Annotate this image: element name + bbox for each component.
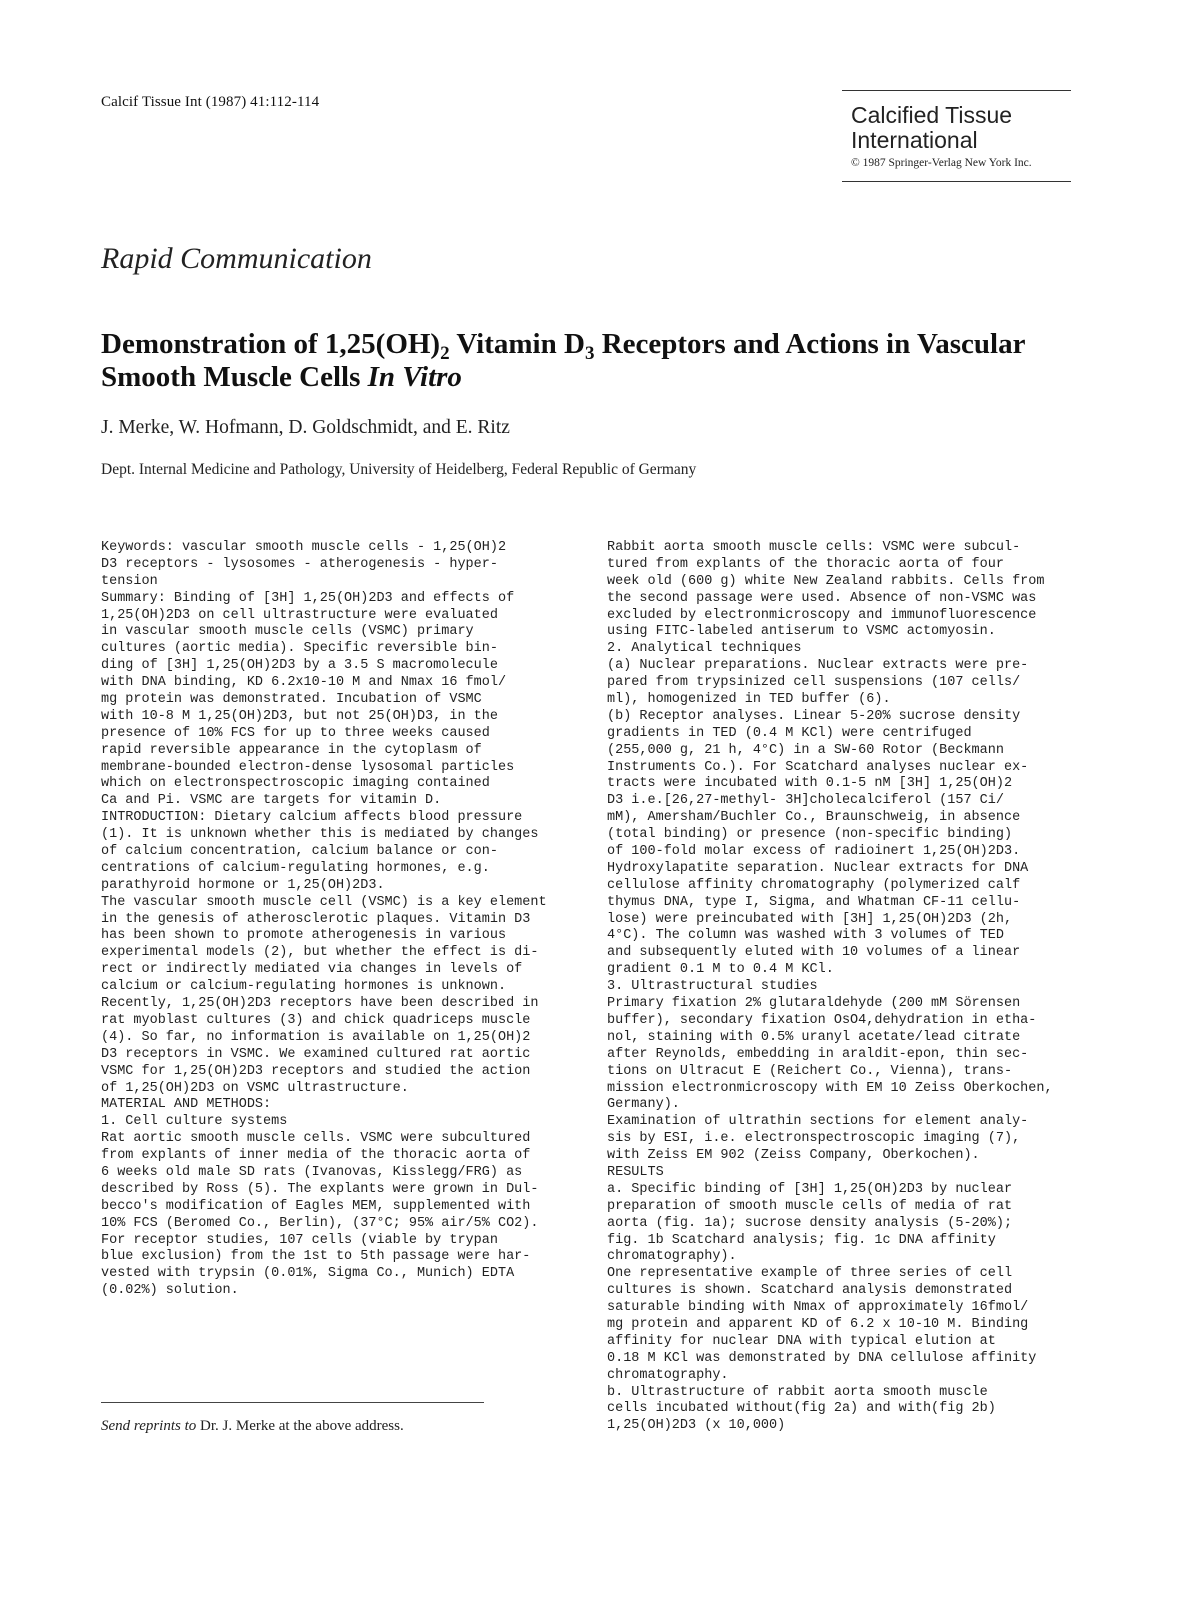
left-column-line: VSMC for 1,25(OH)2D3 receptors and studied the action <box>101 1063 531 1079</box>
left-column-line: Recently, 1,25(OH)2D3 receptors have been described in <box>101 996 539 1012</box>
right-column-line: lose) were preincubated with [3H] 1,25(OH)2D3 (2h, <box>607 911 1013 927</box>
left-column-line: membrane-bounded electron-dense lysosomal particles <box>101 759 515 775</box>
right-column-line: Primary fixation 2% glutaraldehyde (200 mM Sörensen <box>607 996 1021 1012</box>
title-part2: Vitamin D <box>449 328 585 360</box>
left-column-line: Keywords: vascular smooth muscle cells - 1,25(OH)2 <box>101 540 507 555</box>
right-column-line: mg protein and apparent KD of 6.2 x 10-10 M. Binding <box>607 1316 1029 1332</box>
left-column-line: centrations of calcium-regulating hormones, e.g. <box>101 860 490 876</box>
left-column-line: from explants of inner media of the thoracic aorta of <box>101 1148 531 1164</box>
left-column-line: of calcium concentration, calcium balance or con- <box>101 844 498 860</box>
right-column-line: cultures is shown. Scatchard analysis demonstrated <box>607 1283 1013 1299</box>
title-line2: Smooth Muscle Cells <box>101 361 368 393</box>
left-column-line: which on electronspectroscopic imaging contained <box>101 776 490 792</box>
right-column-line: with Zeiss EM 902 (Zeiss Company, Oberkochen). <box>607 1148 980 1164</box>
right-column-line: fig. 1b Scatchard analysis; fig. 1c DNA affinity <box>607 1232 996 1248</box>
left-column-line: (4). So far, no information is available on 1,25(OH)2 <box>101 1029 531 1045</box>
right-column-line: D3 i.e.[26,27-methyl- 3H]cholecalciferol (157 Ci/ <box>607 793 1004 809</box>
left-column-line: Ca and Pi. VSMC are targets for vitamin D. <box>101 793 442 809</box>
article-type-label: Rapid Communication <box>101 242 372 275</box>
left-column-line: described by Ross (5). The explants were grown in Dul- <box>101 1181 539 1197</box>
right-column-line: tracts were incubated with 0.1-5 nM [3H] 1,25(OH)2 <box>607 776 1013 792</box>
right-column-line: cells incubated without(fig 2a) and with(fig 2b) <box>607 1401 996 1417</box>
left-column-line: Summary: Binding of [3H] 1,25(OH)2D3 and effects of <box>101 590 515 606</box>
right-column-line: preparation of smooth muscle cells of media of rat <box>607 1198 1013 1214</box>
right-column-line: using FITC-labeled antiserum to VSMC actomyosin. <box>607 624 996 640</box>
right-column-line: Rabbit aorta smooth muscle cells: VSMC were subcul- <box>607 540 1021 555</box>
left-column-line: D3 receptors - lysosomes - atherogenesis - hyper- <box>101 556 498 572</box>
copyright-notice: © 1987 Springer-Verlag New York Inc. <box>851 157 1032 169</box>
journal-title-line1: Calcified Tissue <box>851 102 1013 128</box>
right-column-line: 2. Analytical techniques <box>607 641 802 657</box>
right-column-line: the second passage were used. Absence of non-VSMC was <box>607 590 1037 606</box>
right-column-line: after Reynolds, embedding in araldit-epon, thin sec- <box>607 1046 1029 1062</box>
left-column-line: with DNA binding, KD 6.2x10-10 M and Nmax 16 fmol/ <box>101 675 507 691</box>
right-column-line: (a) Nuclear preparations. Nuclear extracts were pre- <box>607 658 1029 674</box>
right-column-line: Instruments Co.). For Scatchard analyses nuclear ex- <box>607 759 1029 775</box>
right-column-line: buffer), secondary fixation OsO4,dehydration in etha- <box>607 1012 1037 1028</box>
left-column-line: in the genesis of atherosclerotic plaques. Vitamin D3 <box>101 911 531 927</box>
author-list: J. Merke, W. Hofmann, D. Goldschmidt, and E. Ritz <box>101 417 510 438</box>
right-column-line: mM), Amersham/Buchler Co., Braunschweig, in absence <box>607 810 1021 826</box>
right-column-line: cellulose affinity chromatography (polymerized calf <box>607 877 1021 893</box>
right-column-line: 1,25(OH)2D3 (x 10,000) <box>607 1418 786 1434</box>
right-column-line: pared from trypsinized cell suspensions (107 cells/ <box>607 675 1021 691</box>
left-column-line: Rat aortic smooth muscle cells. VSMC were subcultured <box>101 1131 531 1147</box>
right-column-line: and subsequently eluted with 10 volumes of a linear <box>607 945 1021 961</box>
left-column-line: vested with trypsin (0.01%, Sigma Co., Munich) EDTA <box>101 1266 515 1282</box>
journal-citation: Calcif Tissue Int (1987) 41:112-114 <box>101 94 320 110</box>
left-column-line: of 1,25(OH)2D3 on VSMC ultrastructure. <box>101 1080 409 1096</box>
right-column-line: Hydroxylapatite separation. Nuclear extracts for DNA <box>607 860 1029 876</box>
right-column-line: ml), homogenized in TED buffer (6). <box>607 692 891 708</box>
right-column-line: affinity for nuclear DNA with typical elution at <box>607 1333 996 1349</box>
right-column-line: b. Ultrastructure of rabbit aorta smooth muscle <box>607 1384 988 1400</box>
left-column-line: INTRODUCTION: Dietary calcium affects blood pressure <box>101 810 523 826</box>
left-column-line: 1. Cell culture systems <box>101 1114 288 1130</box>
article-title <box>101 328 1081 394</box>
right-column-line: Germany). <box>607 1097 680 1113</box>
footnote-divider <box>101 1402 484 1403</box>
left-column-line: 6 weeks old male SD rats (Ivanovas, Kisslegg/FRG) as <box>101 1164 523 1180</box>
right-column-line: nol, staining with 0.5% uranyl acetate/lead citrate <box>607 1029 1021 1045</box>
right-column-line: mission electronmicroscopy with EM 10 Zeiss Oberkochen, <box>607 1080 1053 1096</box>
title-subscript2: 3 <box>584 343 595 364</box>
footnote-italic: Send reprints to <box>101 1418 197 1434</box>
right-column-line: tured from explants of the thoracic aorta of four <box>607 556 1004 572</box>
right-column-line: (b) Receptor analyses. Linear 5-20% sucrose density <box>607 708 1021 724</box>
left-column-line: For receptor studies, 107 cells (viable by trypan <box>101 1232 498 1248</box>
right-column-line: a. Specific binding of [3H] 1,25(OH)2D3 by nuclear <box>607 1181 1013 1197</box>
right-column-line: aorta (fig. 1a); sucrose density analysis (5-20%); <box>607 1215 1013 1231</box>
right-column-line: RESULTS <box>607 1164 664 1180</box>
journal-masthead <box>842 90 1071 182</box>
left-column-line: tension <box>101 573 158 589</box>
left-column-line: blue exclusion) from the 1st to 5th passage were har- <box>101 1249 531 1265</box>
title-italic: In Vitro <box>367 361 462 393</box>
left-column-line: ding of [3H] 1,25(OH)2D3 by a 3.5 S macromolecule <box>101 658 498 674</box>
title-part3: Receptors and Actions in Vascular <box>594 328 1026 360</box>
right-column-line: Examination of ultrathin sections for element analy- <box>607 1114 1029 1130</box>
right-column-line: week old (600 g) white New Zealand rabbits. Cells from <box>607 573 1045 589</box>
right-column-line: chromatography). <box>607 1249 737 1265</box>
right-column-line: of 100-fold molar excess of radioinert 1,25(OH)2D3. <box>607 844 1021 860</box>
right-column-line: 3. Ultrastructural studies <box>607 979 818 995</box>
journal-title <box>851 103 1012 153</box>
right-column-line: gradient 0.1 M to 0.4 M KCl. <box>607 962 834 978</box>
right-column-line: 4°C). The column was washed with 3 volumes of TED <box>607 928 1004 944</box>
left-column-line: rat myoblast cultures (3) and chick quadriceps muscle <box>101 1012 531 1028</box>
left-column-line: 1,25(OH)2D3 on cell ultrastructure were evaluated <box>101 607 498 623</box>
author-affiliation: Dept. Internal Medicine and Pathology, University of Heidelberg, Federal Republic of Germany <box>101 461 697 478</box>
body-column-right <box>607 540 1077 1435</box>
right-column-line: (total binding) or presence (non-specific binding) <box>607 827 1013 843</box>
right-column-line: gradients in TED (0.4 M KCl) were centrifuged <box>607 725 972 741</box>
left-column-line: (0.02%) solution. <box>101 1283 239 1299</box>
left-column-line: has been shown to promote atherogenesis in various <box>101 928 507 944</box>
right-column-line: excluded by electronmicroscopy and immunofluorescence <box>607 607 1037 623</box>
journal-title-line2: International <box>851 127 978 153</box>
left-column-line: 10% FCS (Beromed Co., Berlin), (37°C; 95% air/5% CO2). <box>101 1215 539 1231</box>
right-column-line: tions on Ultracut E (Reichert Co., Vienna), trans- <box>607 1063 1013 1079</box>
right-column-line: sis by ESI, i.e. electronspectroscopic imaging (7), <box>607 1131 1021 1147</box>
left-column-line: experimental models (2), but whether the effect is di- <box>101 945 539 961</box>
left-column-line: presence of 10% FCS for up to three weeks caused <box>101 725 490 741</box>
title-part1: Demonstration of 1,25(OH) <box>101 328 441 360</box>
left-column-line: in vascular smooth muscle cells (VSMC) primary <box>101 624 474 640</box>
left-column-line: becco's modification of Eagles MEM, supplemented with <box>101 1198 531 1214</box>
right-column-line: chromatography. <box>607 1367 729 1383</box>
right-column-line: One representative example of three series of cell <box>607 1266 1013 1282</box>
right-column-line: thymus DNA, type I, Sigma, and Whatman CF-11 cellu- <box>607 894 1021 910</box>
left-column-line: parathyroid hormone or 1,25(OH)2D3. <box>101 877 385 893</box>
left-column-line: rect or indirectly mediated via changes in levels of <box>101 962 523 978</box>
left-column-line: MATERIAL AND METHODS: <box>101 1097 272 1113</box>
reprint-footnote <box>101 1418 404 1435</box>
left-column-line: (1). It is unknown whether this is mediated by changes <box>101 827 539 843</box>
footnote-text: Dr. J. Merke at the above address. <box>196 1418 404 1434</box>
right-column-line: (255,000 g, 21 h, 4°C) in a SW-60 Rotor (Beckmann <box>607 742 1004 758</box>
left-column-line: rapid reversible appearance in the cytoplasm of <box>101 742 482 758</box>
left-column-line: cultures (aortic media). Specific reversible bin- <box>101 641 498 657</box>
left-column-line: The vascular smooth muscle cell (VSMC) is a key element <box>101 894 547 910</box>
left-column-line: with 10-8 M 1,25(OH)2D3, but not 25(OH)D3, in the <box>101 708 498 724</box>
left-column-line: D3 receptors in VSMC. We examined cultured rat aortic <box>101 1046 531 1062</box>
left-column-line: mg protein was demonstrated. Incubation of VSMC <box>101 692 482 708</box>
title-subscript1: 2 <box>440 343 450 364</box>
left-column-line: calcium or calcium-regulating hormones is unknown. <box>101 979 507 995</box>
right-column-line: saturable binding with Nmax of approximately 16fmol/ <box>607 1300 1029 1316</box>
right-column-line: 0.18 M KCl was demonstrated by DNA cellulose affinity <box>607 1350 1037 1366</box>
body-column-left <box>101 540 556 1300</box>
